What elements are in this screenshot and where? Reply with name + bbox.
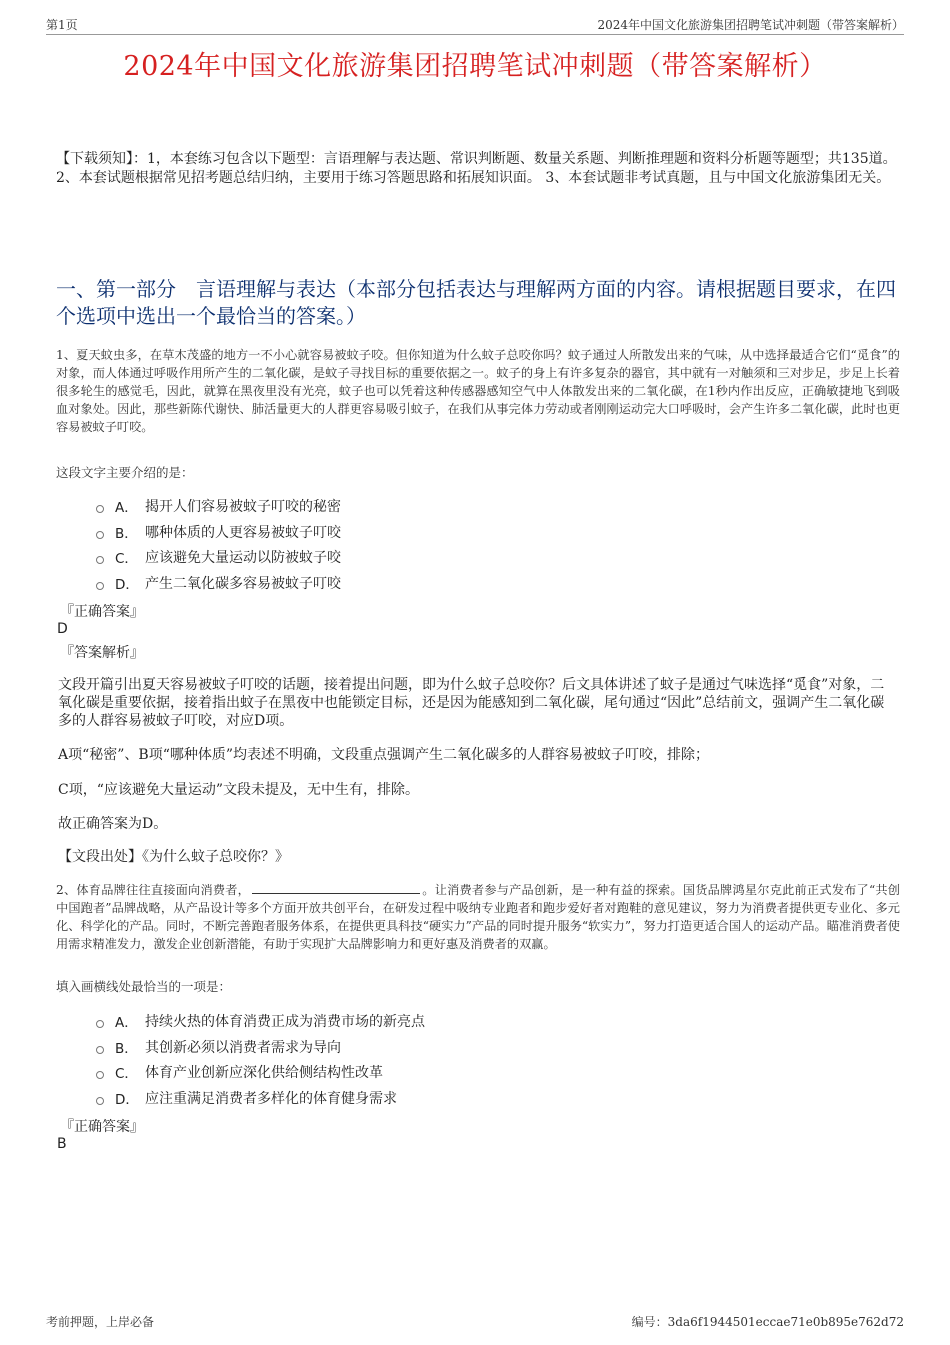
option-d[interactable]: D． 应注重满足消费者多样化的体育健身需求 xyxy=(96,1085,425,1111)
option-c[interactable]: C． 体育产业创新应深化供给侧结构性改革 xyxy=(96,1059,425,1085)
header-doc-title: 2024年中国文化旅游集团招聘笔试冲刺题（带答案解析） xyxy=(597,18,904,32)
question-1-prompt: 这段文字主要介绍的是： xyxy=(56,465,194,480)
footer-slogan: 考前押题，上岸必备 xyxy=(46,1315,155,1329)
question-2-prompt: 填入画横线处最恰当的一项是： xyxy=(56,979,232,994)
question-1-options xyxy=(96,493,341,596)
option-d[interactable]: D． 产生二氧化碳多容易被蚊子叮咬 xyxy=(96,570,341,596)
analysis-label: 『答案解析』 xyxy=(60,645,144,661)
section-heading: 一、第一部分 言语理解与表达（本部分包括表达与理解两方面的内容。请根据题目要求，在四个选项中选出一个最恰当的答案。） xyxy=(56,277,896,328)
radio-icon[interactable] xyxy=(96,1046,104,1054)
page-number: 第1页 xyxy=(46,18,78,32)
radio-icon[interactable] xyxy=(96,1071,104,1079)
option-text: 应注重满足消费者多样化的体育健身需求 xyxy=(145,1090,397,1107)
question-2-options xyxy=(96,1008,425,1111)
option-text: 持续火热的体育消费正成为消费市场的新亮点 xyxy=(145,1013,425,1030)
radio-icon[interactable] xyxy=(96,1097,104,1105)
radio-icon[interactable] xyxy=(96,1020,104,1028)
option-text: 产生二氧化碳多容易被蚊子叮咬 xyxy=(145,575,341,592)
option-text: 体育产业创新应深化供给侧结构性改革 xyxy=(145,1065,383,1082)
document-title: 2024年中国文化旅游集团招聘笔试冲刺题（带答案解析） xyxy=(123,51,827,82)
analysis-paragraph: 故正确答案为D。 xyxy=(58,816,168,832)
answer-label: 『正确答案』 xyxy=(60,604,144,620)
page-header xyxy=(46,14,904,35)
option-text: 其创新必须以消费者需求为导向 xyxy=(145,1039,341,1056)
option-text: 应该避免大量运动以防被蚊子咬 xyxy=(145,550,341,567)
question-1-text: 1、夏天蚊虫多，在草木茂盛的地方一不小心就容易被蚊子咬。但你知道为什么蚊子总咬你吗？蚊子通过人所散发出来的气味，从中选择最适合它们“觅食”的对象，而人体通过呼吸作用所产生的二氧化碳，是蚊子寻找目标的重要依据之一。蚊子的身上有许多复杂的器官，其中就有一对触须和三对步足，步足上长着很多轮生的感觉毛，因此，就算在黑夜里没有光亮，蚊子也可以凭着这种传感器感知空气中人体散发出来的二氧化碳，在1秒内作出反应，正确敏捷地飞到吸血对象处。因此，那些新陈代谢快、肺活量更大的人群更容易吸引蚊子，在我们从事完体力劳动或者刚刚运动完大口呼吸时，会产生许多二氧化碳，此时也更容易被蚊子叮咬。 xyxy=(56,348,900,434)
option-b[interactable]: B． 哪种体质的人更容易被蚊子叮咬 xyxy=(96,519,341,545)
radio-icon[interactable] xyxy=(96,531,104,539)
option-b[interactable]: B． 其创新必须以消费者需求为导向 xyxy=(96,1034,425,1060)
analysis-paragraph: 文段开篇引出夏天容易被蚊子叮咬的话题，接着提出问题，即为什么蚊子总咬你？后文具体讲述了蚊子是通过气味选择“觅食”对象，二氧化碳是重要依据，接着指出蚊子在黑夜中也能锁定目标，还是因为能感知到二氧化碳，尾句通过“因此”总结前文，强调产生二氧化碳多的人群容易被蚊子叮咬，对应D项。 xyxy=(58,677,885,729)
download-notice: 【下载须知】：1，本套练习包含以下题型：言语理解与表达题、常识判断题、数量关系题、判断推理题和资料分析题等题型；共135道。 2、本套试题根据常见招考题总结归纳，主要用于练习答题思路和拓展知识面。 3、本套试题非考试真题，且与中国文化旅游集团无关。 xyxy=(56,151,897,186)
option-c[interactable]: C． 应该避免大量运动以防被蚊子咬 xyxy=(96,544,341,570)
analysis-paragraph: A项“秘密”、B项“哪种体质”均表述不明确，文段重点强调产生二氧化碳多的人群容易被蚊子叮咬，排除； xyxy=(58,747,710,763)
correct-answer: D xyxy=(57,621,68,637)
option-a[interactable]: A． 揭开人们容易被蚊子叮咬的秘密 xyxy=(96,493,341,519)
answer-label: 『正确答案』 xyxy=(60,1119,144,1135)
analysis-paragraph: C项，“应该避免大量运动”文段未提及，无中生有，排除。 xyxy=(58,782,420,798)
option-text: 揭开人们容易被蚊子叮咬的秘密 xyxy=(145,498,341,515)
correct-answer: B xyxy=(57,1136,67,1152)
option-a[interactable]: A． 持续火热的体育消费正成为消费市场的新亮点 xyxy=(96,1008,425,1034)
radio-icon[interactable] xyxy=(96,505,104,513)
option-text: 哪种体质的人更容易被蚊子叮咬 xyxy=(145,524,341,541)
source-citation: 【文段出处】《为什么蚊子总咬你？》 xyxy=(58,849,289,865)
fill-blank xyxy=(252,881,420,894)
radio-icon[interactable] xyxy=(96,582,104,590)
question-2-text: 2、体育品牌往往直接面向消费者， 。让消费者参与产品创新，是一种有益的探索。国货品牌鸿星尔克此前正式发布了“共创中国跑者”品牌战略，从产品设计等多个方面开放共创平台，在研发过程中吸纳专业跑者和跑步爱好者对跑鞋的意见建议，努力为消费者提供更专业化、多元化、科学化的产品。同时，不断完善跑者服务体系，在提供更具科技“硬实力”产品的同时提升服务“软实力”，努力打造更适合国人的运动产品。瞄准消费者使用需求精准发力，激发企业创新潜能，有助于实现扩大品牌影响力和更好惠及消费者的双赢。 xyxy=(56,883,900,951)
radio-icon[interactable] xyxy=(96,556,104,564)
footer-doc-id: 编号：3da6f1944501eccae71e0b895e762d72 xyxy=(631,1315,904,1329)
